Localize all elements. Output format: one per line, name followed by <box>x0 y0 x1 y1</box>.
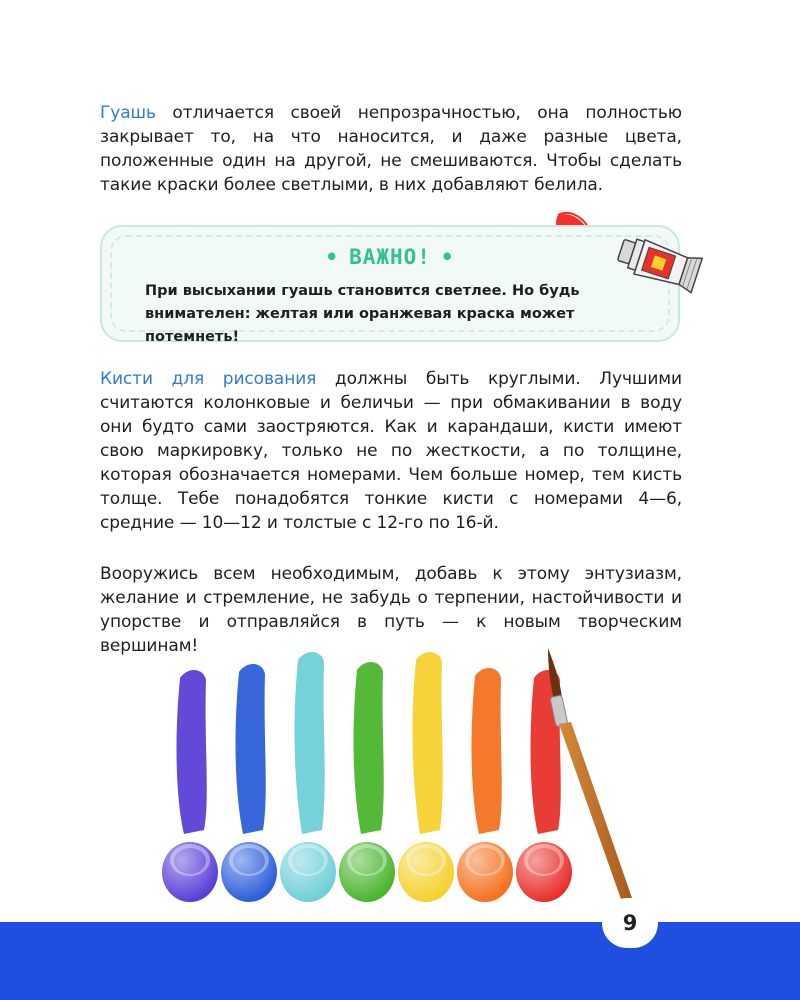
paint-stroke <box>354 662 384 834</box>
important-note <box>100 225 680 345</box>
important-text: При высыхании гуашь становится светлее. Но будь внимателен: желтая или оранжевая краска может потемнеть! <box>145 283 580 345</box>
paint-stroke <box>177 670 207 834</box>
paragraph-encouragement: Вооружись всем необходимым, добавь к этому энтузиазм, желание и стремление, не забудь о терпении, настойчивости и упорстве и отправляйся в путь — к новым творческим вершинам! <box>100 564 682 656</box>
footer-band <box>0 922 800 1000</box>
term-brushes: Кисти для рисования <box>100 369 317 389</box>
paint-jar-icon <box>457 842 513 902</box>
term-gouache: Гуашь <box>100 103 156 123</box>
paint-tube-icon <box>608 225 708 305</box>
paint-jar-icon <box>162 842 218 902</box>
page-number: 9 <box>602 898 658 948</box>
paint-stroke <box>236 664 266 834</box>
paragraph-gouache <box>100 101 682 197</box>
bullet-icon: • <box>440 245 455 269</box>
paint-illustration <box>150 640 650 910</box>
paragraph-brushes-text: должны быть круглыми. Лучшими считаются колонковые и беличьи — при обмакивании в воду они будто сами заостряются. Как и карандаши, кисти имеют свою маркировку, только не по жесткости, а по толщине, которая обозначается номерами. Чем больше номер, тем кисть толще. Тебе понадобятся тонкие кисти с номерами 4—6, средние — 10—12 и толстые с 12-го по 16-й. <box>100 369 682 533</box>
important-title-text: ВАЖНО! <box>349 245 431 269</box>
paint-stroke <box>413 652 443 834</box>
paragraph-brushes <box>100 367 682 535</box>
paint-jar-icon <box>339 842 395 902</box>
paint-stroke <box>472 668 502 834</box>
paint-jar-icon <box>516 842 572 902</box>
paint-jar-icon <box>221 842 277 902</box>
bullet-icon: • <box>325 245 340 269</box>
important-title <box>102 245 678 269</box>
paint-jar-icon <box>280 842 336 902</box>
paragraph-gouache-text: отличается своей непрозрачностью, она полностью закрывает то, на что наносится, и даже разные цвета, положенные один на другой, не смешиваются. Чтобы сделать такие краски более светлыми, в них добавляют белила. <box>100 103 682 195</box>
paint-stroke <box>295 652 325 834</box>
paint-jar-icon <box>398 842 454 902</box>
